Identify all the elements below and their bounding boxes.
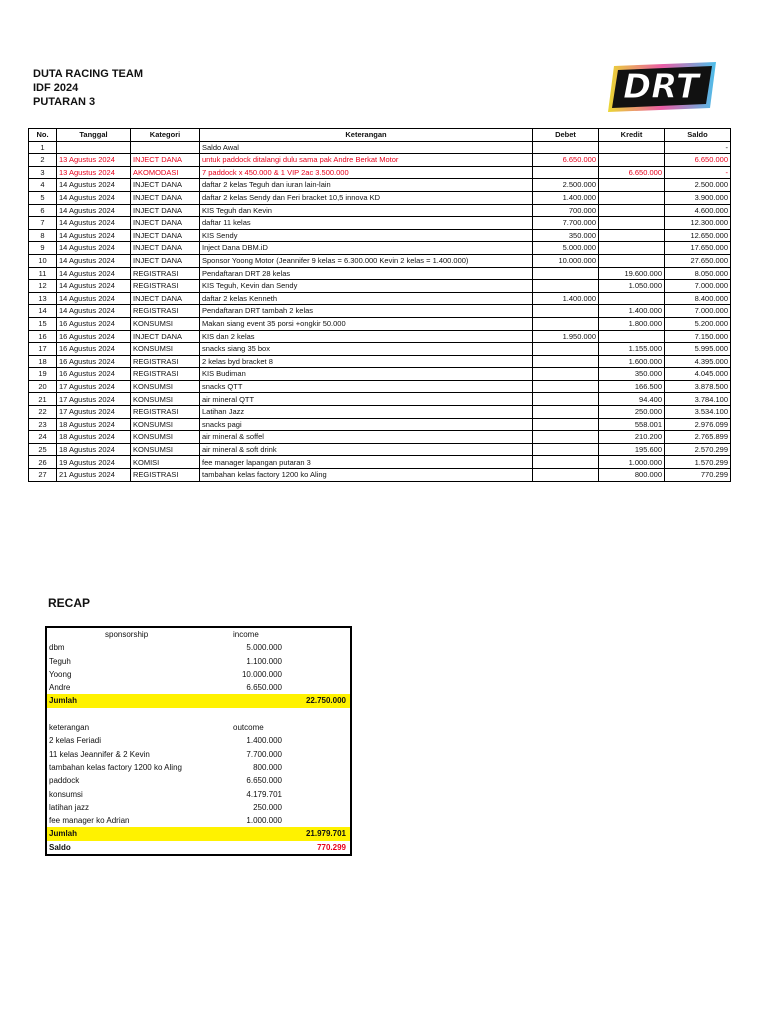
cell-debet: 1.400.000 bbox=[533, 191, 599, 204]
cell-kategori: KONSUMSI bbox=[131, 317, 200, 330]
table-row bbox=[29, 443, 731, 456]
outcome-item-value: 4.179.701 bbox=[246, 789, 282, 799]
outcome-item-value: 800.000 bbox=[253, 762, 282, 772]
outcome-item bbox=[47, 788, 350, 801]
cell-tanggal: 14 Agustus 2024 bbox=[57, 204, 131, 217]
cell-keterangan: Saldo Awal bbox=[200, 141, 533, 154]
table-row bbox=[29, 406, 731, 419]
table-row bbox=[29, 242, 731, 255]
cell-kategori: REGISTRASI bbox=[131, 280, 200, 293]
table-row bbox=[29, 330, 731, 343]
cell-no: 5 bbox=[29, 191, 57, 204]
table-row bbox=[29, 469, 731, 482]
cell-kategori: INJECT DANA bbox=[131, 154, 200, 167]
income-item bbox=[47, 641, 350, 654]
cell-no: 4 bbox=[29, 179, 57, 192]
cell-kategori bbox=[131, 141, 200, 154]
cell-no: 22 bbox=[29, 406, 57, 419]
cell-kategori: INJECT DANA bbox=[131, 242, 200, 255]
cell-tanggal bbox=[57, 141, 131, 154]
cell-saldo: 7.000.000 bbox=[665, 280, 731, 293]
cell-kredit: 94.400 bbox=[599, 393, 665, 406]
cell-kredit: 1.155.000 bbox=[599, 343, 665, 356]
income-header-row bbox=[47, 628, 350, 641]
cell-tanggal: 16 Agustus 2024 bbox=[57, 368, 131, 381]
income-item-value: 6.650.000 bbox=[246, 683, 282, 693]
outcome-item bbox=[47, 734, 350, 747]
outcome-item-value: 1.000.000 bbox=[246, 816, 282, 826]
outcome-item-value: 6.650.000 bbox=[246, 776, 282, 786]
cell-saldo: 7.000.000 bbox=[665, 305, 731, 318]
cell-tanggal: 13 Agustus 2024 bbox=[57, 166, 131, 179]
cell-kredit: 1.600.000 bbox=[599, 355, 665, 368]
cell-kategori: INJECT DANA bbox=[131, 330, 200, 343]
outcome-item bbox=[47, 814, 350, 827]
saldo-label: Saldo bbox=[49, 842, 71, 852]
cell-kategori: INJECT DANA bbox=[131, 191, 200, 204]
cell-kategori: INJECT DANA bbox=[131, 204, 200, 217]
saldo-row bbox=[47, 841, 350, 854]
cell-no: 18 bbox=[29, 355, 57, 368]
cell-saldo: 2.765.899 bbox=[665, 431, 731, 444]
cell-saldo: 770.299 bbox=[665, 469, 731, 482]
cell-kategori: REGISTRASI bbox=[131, 355, 200, 368]
cell-kategori: INJECT DANA bbox=[131, 229, 200, 242]
outcome-item-value: 7.700.000 bbox=[246, 749, 282, 759]
table-row bbox=[29, 267, 731, 280]
event-name: IDF 2024 bbox=[33, 82, 79, 94]
cell-kredit: 210.200 bbox=[599, 431, 665, 444]
table-row bbox=[29, 380, 731, 393]
cell-debet bbox=[533, 305, 599, 318]
cell-kategori: REGISTRASI bbox=[131, 305, 200, 318]
cell-tanggal: 14 Agustus 2024 bbox=[57, 280, 131, 293]
cell-debet bbox=[533, 393, 599, 406]
recap-title: RECAP bbox=[48, 596, 91, 610]
cell-keterangan: daftar 11 kelas bbox=[200, 217, 533, 230]
cell-keterangan: snacks siang 35 box bbox=[200, 343, 533, 356]
cell-kategori: KONSUMSI bbox=[131, 380, 200, 393]
income-item-label: Andre bbox=[49, 683, 71, 693]
cell-debet: 7.700.000 bbox=[533, 217, 599, 230]
cell-keterangan: Pendaftaran DRT 28 kelas bbox=[200, 267, 533, 280]
cell-no: 13 bbox=[29, 292, 57, 305]
outcome-item bbox=[47, 761, 350, 774]
cell-tanggal: 14 Agustus 2024 bbox=[57, 254, 131, 267]
cell-saldo: 5.995.000 bbox=[665, 343, 731, 356]
cell-saldo: 8.050.000 bbox=[665, 267, 731, 280]
cell-debet bbox=[533, 456, 599, 469]
cell-no: 24 bbox=[29, 431, 57, 444]
cell-no: 7 bbox=[29, 217, 57, 230]
cell-debet bbox=[533, 355, 599, 368]
cell-keterangan: KIS Sendy bbox=[200, 229, 533, 242]
table-row bbox=[29, 191, 731, 204]
drt-logo bbox=[606, 58, 718, 116]
table-row bbox=[29, 141, 731, 154]
cell-no: 11 bbox=[29, 267, 57, 280]
cell-debet bbox=[533, 166, 599, 179]
cell-kredit bbox=[599, 179, 665, 192]
cell-keterangan: fee manager lapangan putaran 3 bbox=[200, 456, 533, 469]
cell-kategori: REGISTRASI bbox=[131, 368, 200, 381]
cell-debet: 5.000.000 bbox=[533, 242, 599, 255]
cell-saldo: 3.534.100 bbox=[665, 406, 731, 419]
ledger-header-row bbox=[29, 129, 731, 142]
table-row bbox=[29, 229, 731, 242]
cell-saldo: 1.570.299 bbox=[665, 456, 731, 469]
cell-tanggal: 14 Agustus 2024 bbox=[57, 217, 131, 230]
cell-debet bbox=[533, 418, 599, 431]
outcome-item-value: 250.000 bbox=[253, 802, 282, 812]
cell-debet: 1.400.000 bbox=[533, 292, 599, 305]
cell-kredit bbox=[599, 154, 665, 167]
cell-no: 12 bbox=[29, 280, 57, 293]
cell-keterangan: air mineral & soft drink bbox=[200, 443, 533, 456]
cell-kredit: 1.050.000 bbox=[599, 280, 665, 293]
col-debet: Debet bbox=[533, 129, 599, 142]
cell-debet: 2.500.000 bbox=[533, 179, 599, 192]
cell-debet bbox=[533, 443, 599, 456]
table-row bbox=[29, 456, 731, 469]
col-no: No. bbox=[29, 129, 57, 142]
cell-tanggal: 16 Agustus 2024 bbox=[57, 355, 131, 368]
cell-kredit: 19.600.000 bbox=[599, 267, 665, 280]
cell-keterangan: daftar 2 kelas Kenneth bbox=[200, 292, 533, 305]
cell-no: 6 bbox=[29, 204, 57, 217]
cell-no: 21 bbox=[29, 393, 57, 406]
income-item-label: Yoong bbox=[49, 669, 72, 679]
outcome-item-label: paddock bbox=[49, 776, 80, 786]
table-row bbox=[29, 343, 731, 356]
cell-saldo: - bbox=[665, 166, 731, 179]
cell-tanggal: 19 Agustus 2024 bbox=[57, 456, 131, 469]
cell-saldo: - bbox=[665, 141, 731, 154]
document-header bbox=[33, 67, 143, 109]
cell-no: 19 bbox=[29, 368, 57, 381]
cell-tanggal: 14 Agustus 2024 bbox=[57, 242, 131, 255]
cell-keterangan: air mineral QTT bbox=[200, 393, 533, 406]
cell-kredit: 1.800.000 bbox=[599, 317, 665, 330]
cell-debet: 1.950.000 bbox=[533, 330, 599, 343]
income-total-row bbox=[47, 694, 350, 707]
cell-tanggal: 21 Agustus 2024 bbox=[57, 469, 131, 482]
income-item-label: dbm bbox=[49, 643, 65, 653]
cell-debet bbox=[533, 141, 599, 154]
cell-debet bbox=[533, 469, 599, 482]
outcome-header-label: keterangan bbox=[49, 723, 90, 733]
cell-keterangan: tambahan kelas factory 1200 ko Aling bbox=[200, 469, 533, 482]
team-name: DUTA RACING TEAM bbox=[33, 68, 143, 80]
cell-tanggal: 14 Agustus 2024 bbox=[57, 179, 131, 192]
cell-keterangan: 7 paddock x 450.000 & 1 VIP 2ac 3.500.000 bbox=[200, 166, 533, 179]
cell-tanggal: 17 Agustus 2024 bbox=[57, 406, 131, 419]
cell-kategori: KONSUMSI bbox=[131, 431, 200, 444]
cell-debet: 10.000.000 bbox=[533, 254, 599, 267]
income-item bbox=[47, 681, 350, 694]
income-item-label: Teguh bbox=[49, 656, 71, 666]
cell-keterangan: daftar 2 kelas Sendy dan Feri bracket 10,5 innova KD bbox=[200, 191, 533, 204]
round-name: PUTARAN 3 bbox=[33, 96, 96, 108]
cell-kategori: KOMISI bbox=[131, 456, 200, 469]
cell-no: 25 bbox=[29, 443, 57, 456]
cell-saldo: 7.150.000 bbox=[665, 330, 731, 343]
cell-kredit bbox=[599, 141, 665, 154]
cell-no: 3 bbox=[29, 166, 57, 179]
cell-keterangan: Pendaftaran DRT tambah 2 kelas bbox=[200, 305, 533, 318]
cell-saldo: 4.395.000 bbox=[665, 355, 731, 368]
cell-no: 20 bbox=[29, 380, 57, 393]
cell-tanggal: 18 Agustus 2024 bbox=[57, 418, 131, 431]
cell-kredit bbox=[599, 229, 665, 242]
cell-kategori: KONSUMSI bbox=[131, 443, 200, 456]
col-kredit: Kredit bbox=[599, 129, 665, 142]
saldo-value: 770.299 bbox=[317, 842, 346, 852]
cell-no: 23 bbox=[29, 418, 57, 431]
table-row bbox=[29, 317, 731, 330]
table-row bbox=[29, 305, 731, 318]
outcome-header-row bbox=[47, 721, 350, 734]
cell-kategori: AKOMODASI bbox=[131, 166, 200, 179]
outcome-header-value: outcome bbox=[233, 723, 264, 733]
table-row bbox=[29, 154, 731, 167]
table-row bbox=[29, 355, 731, 368]
income-item-value: 10.000.000 bbox=[241, 669, 282, 679]
cell-kredit bbox=[599, 204, 665, 217]
cell-debet: 6.650.000 bbox=[533, 154, 599, 167]
cell-tanggal: 14 Agustus 2024 bbox=[57, 191, 131, 204]
cell-tanggal: 16 Agustus 2024 bbox=[57, 330, 131, 343]
cell-keterangan: snacks QTT bbox=[200, 380, 533, 393]
income-total-value: 22.750.000 bbox=[305, 696, 346, 706]
cell-debet bbox=[533, 267, 599, 280]
table-row bbox=[29, 280, 731, 293]
cell-kredit: 250.000 bbox=[599, 406, 665, 419]
cell-keterangan: KIS Budiman bbox=[200, 368, 533, 381]
cell-saldo: 3.784.100 bbox=[665, 393, 731, 406]
cell-kredit: 166.500 bbox=[599, 380, 665, 393]
logo-text: DRT bbox=[622, 67, 700, 107]
cell-saldo: 17.650.000 bbox=[665, 242, 731, 255]
cell-kategori: INJECT DANA bbox=[131, 254, 200, 267]
cell-keterangan: untuk paddock ditalangi dulu sama pak Andre Berkat Motor bbox=[200, 154, 533, 167]
cell-tanggal: 16 Agustus 2024 bbox=[57, 317, 131, 330]
outcome-total-label: Jumlah bbox=[49, 829, 78, 839]
cell-no: 16 bbox=[29, 330, 57, 343]
cell-no: 27 bbox=[29, 469, 57, 482]
cell-tanggal: 17 Agustus 2024 bbox=[57, 380, 131, 393]
cell-kategori: INJECT DANA bbox=[131, 292, 200, 305]
cell-debet bbox=[533, 317, 599, 330]
cell-kategori: REGISTRASI bbox=[131, 469, 200, 482]
cell-debet bbox=[533, 343, 599, 356]
outcome-item bbox=[47, 801, 350, 814]
cell-kredit: 6.650.000 bbox=[599, 166, 665, 179]
income-header-value: income bbox=[233, 630, 259, 639]
cell-saldo: 3.900.000 bbox=[665, 191, 731, 204]
cell-saldo: 27.650.000 bbox=[665, 254, 731, 267]
cell-tanggal: 18 Agustus 2024 bbox=[57, 431, 131, 444]
outcome-item-label: latihan jazz bbox=[49, 802, 90, 812]
cell-tanggal: 18 Agustus 2024 bbox=[57, 443, 131, 456]
cell-debet bbox=[533, 280, 599, 293]
table-row bbox=[29, 292, 731, 305]
cell-kredit: 800.000 bbox=[599, 469, 665, 482]
cell-saldo: 2.976.099 bbox=[665, 418, 731, 431]
col-tanggal: Tanggal bbox=[57, 129, 131, 142]
cell-kategori: INJECT DANA bbox=[131, 179, 200, 192]
cell-debet bbox=[533, 368, 599, 381]
cell-tanggal: 14 Agustus 2024 bbox=[57, 292, 131, 305]
cell-saldo: 8.400.000 bbox=[665, 292, 731, 305]
cell-keterangan: Inject Dana DBM.iD bbox=[200, 242, 533, 255]
cell-keterangan: KIS Teguh dan Kevin bbox=[200, 204, 533, 217]
cell-no: 2 bbox=[29, 154, 57, 167]
cell-keterangan: daftar 2 kelas Teguh dan iuran lain-lain bbox=[200, 179, 533, 192]
cell-no: 17 bbox=[29, 343, 57, 356]
cell-saldo: 12.300.000 bbox=[665, 217, 731, 230]
cell-debet: 700.000 bbox=[533, 204, 599, 217]
table-row bbox=[29, 254, 731, 267]
cell-keterangan: Sponsor Yoong Motor (Jeannifer 9 kelas = 6.300.000 Kevin 2 kelas = 1.400.000) bbox=[200, 254, 533, 267]
table-row bbox=[29, 431, 731, 444]
cell-no: 8 bbox=[29, 229, 57, 242]
cell-kredit: 195.600 bbox=[599, 443, 665, 456]
cell-saldo: 3.878.500 bbox=[665, 380, 731, 393]
income-item-value: 5.000.000 bbox=[246, 643, 282, 653]
cell-keterangan: 2 kelas byd bracket 8 bbox=[200, 355, 533, 368]
cell-kredit bbox=[599, 254, 665, 267]
income-item bbox=[47, 655, 350, 668]
table-row bbox=[29, 204, 731, 217]
outcome-total-value: 21.979.701 bbox=[305, 829, 346, 839]
cell-no: 9 bbox=[29, 242, 57, 255]
cell-kredit: 1.000.000 bbox=[599, 456, 665, 469]
ledger-table bbox=[28, 128, 731, 482]
cell-saldo: 2.500.000 bbox=[665, 179, 731, 192]
cell-kategori: INJECT DANA bbox=[131, 217, 200, 230]
cell-saldo: 4.045.000 bbox=[665, 368, 731, 381]
cell-tanggal: 17 Agustus 2024 bbox=[57, 393, 131, 406]
cell-keterangan: KIS Teguh, Kevin dan Sendy bbox=[200, 280, 533, 293]
cell-saldo: 4.600.000 bbox=[665, 204, 731, 217]
cell-kredit: 1.400.000 bbox=[599, 305, 665, 318]
outcome-item-label: 11 kelas Jeannifer & 2 Kevin bbox=[49, 749, 150, 759]
outcome-total-row bbox=[47, 827, 350, 840]
cell-keterangan: Latihan Jazz bbox=[200, 406, 533, 419]
cell-keterangan: Makan siang event 35 porsi +ongkir 50.000 bbox=[200, 317, 533, 330]
cell-keterangan: KIS dan 2 kelas bbox=[200, 330, 533, 343]
cell-kredit bbox=[599, 242, 665, 255]
table-row bbox=[29, 166, 731, 179]
cell-no: 15 bbox=[29, 317, 57, 330]
cell-no: 10 bbox=[29, 254, 57, 267]
col-saldo: Saldo bbox=[665, 129, 731, 142]
income-header-label: sponsorship bbox=[105, 630, 149, 639]
col-keterangan: Keterangan bbox=[200, 129, 533, 142]
cell-tanggal: 14 Agustus 2024 bbox=[57, 267, 131, 280]
table-row bbox=[29, 393, 731, 406]
cell-no: 26 bbox=[29, 456, 57, 469]
cell-tanggal: 16 Agustus 2024 bbox=[57, 343, 131, 356]
income-total-label: Jumlah bbox=[49, 696, 78, 706]
cell-kategori: REGISTRASI bbox=[131, 406, 200, 419]
cell-kredit bbox=[599, 217, 665, 230]
cell-debet bbox=[533, 380, 599, 393]
outcome-item bbox=[47, 748, 350, 761]
cell-kategori: REGISTRASI bbox=[131, 267, 200, 280]
cell-kategori: KONSUMSI bbox=[131, 343, 200, 356]
col-kategori: Kategori bbox=[131, 129, 200, 142]
table-row bbox=[29, 179, 731, 192]
outcome-item-label: 2 kelas Feriadi bbox=[49, 736, 102, 746]
cell-kategori: KONSUMSI bbox=[131, 418, 200, 431]
outcome-item bbox=[47, 774, 350, 787]
outcome-item-label: tambahan kelas factory 1200 ko Aling bbox=[49, 762, 182, 772]
income-item-value: 1.100.000 bbox=[246, 656, 282, 666]
cell-kredit bbox=[599, 330, 665, 343]
cell-kredit bbox=[599, 292, 665, 305]
outcome-item-value: 1.400.000 bbox=[246, 736, 282, 746]
table-row bbox=[29, 217, 731, 230]
cell-tanggal: 14 Agustus 2024 bbox=[57, 229, 131, 242]
cell-tanggal: 14 Agustus 2024 bbox=[57, 305, 131, 318]
income-item bbox=[47, 668, 350, 681]
cell-saldo: 12.650.000 bbox=[665, 229, 731, 242]
table-row bbox=[29, 418, 731, 431]
cell-kredit: 558.001 bbox=[599, 418, 665, 431]
cell-kredit: 350.000 bbox=[599, 368, 665, 381]
cell-debet bbox=[533, 431, 599, 444]
cell-no: 1 bbox=[29, 141, 57, 154]
cell-no: 14 bbox=[29, 305, 57, 318]
cell-saldo: 6.650.000 bbox=[665, 154, 731, 167]
cell-debet: 350.000 bbox=[533, 229, 599, 242]
cell-kredit bbox=[599, 191, 665, 204]
outcome-item-label: fee manager ko Adrian bbox=[49, 816, 130, 826]
cell-keterangan: air mineral & soffel bbox=[200, 431, 533, 444]
cell-debet bbox=[533, 406, 599, 419]
outcome-item-label: konsumsi bbox=[49, 789, 83, 799]
table-row bbox=[29, 368, 731, 381]
cell-kategori: KONSUMSI bbox=[131, 393, 200, 406]
recap-box bbox=[45, 626, 352, 856]
cell-tanggal: 13 Agustus 2024 bbox=[57, 154, 131, 167]
cell-saldo: 2.570.299 bbox=[665, 443, 731, 456]
cell-keterangan: snacks pagi bbox=[200, 418, 533, 431]
cell-saldo: 5.200.000 bbox=[665, 317, 731, 330]
